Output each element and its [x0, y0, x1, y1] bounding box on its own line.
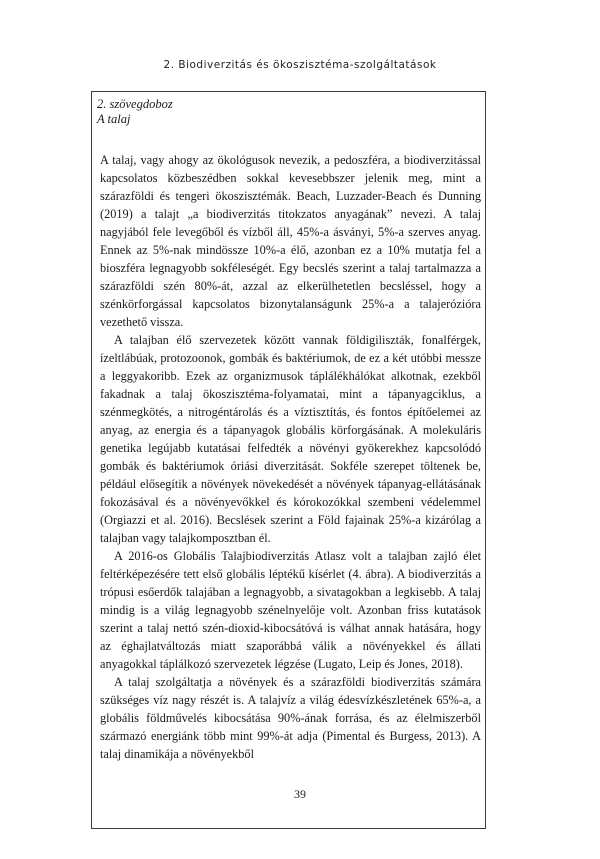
textbox-label: 2. szövegdoboz — [97, 97, 173, 111]
running-head: 2. Biodiverzitás és ökoszisztéma-szolgáltatások — [163, 59, 437, 71]
paragraph: A talaj, vagy ahogy az ökológusok nevezik, a pedoszféra, a biodiverzitással kapcsolatos közbeszédben sokkal kevesebbszer jelenik meg, mint a szárazföldi és tengeri ökoszisztémák. Beach, Luzzader-Beach és Dunning (2019) a talajt „a biodiverzitás titokzatos anyagának” nevezi. A talaj nagyjából fele levegőből és vízből áll, 45%-a ásványi, 5%-a szerves anyag. Ennek az 5%-nak mindössze 10%-a élő, azonban ez a 10% mutatja fel a bioszféra legnagyobb sokféleségét. Egy becslés szerint a talaj tartalmazza a szárazföldi szén 80%-át, azzal az elkerülhetetlen becsléssel, hogy a szénkörforgással kapcsolatos bizonytalanságunk 25%-a a talajerózióra vezethető vissza. — [100, 153, 481, 329]
textbox-title: A talaj — [97, 112, 131, 126]
paragraph: A talaj szolgáltatja a növények és a szárazföldi biodiverzitás számára szükséges víz nagy részét is. A talajvíz a világ édesvízkészletének 65%-a, a globális földművelés kibocsátása 90%-ának forrása, és az élelmiszerből származó energiánk több mint 99%-át adja (Pimental és Burgess, 2013). A talaj dinamikája a növényekből — [100, 675, 481, 761]
page-number: 39 — [294, 787, 306, 801]
paragraph: A 2016-os Globális Talajbiodiverzitás Atlasz volt a talajban zajló élet feltérképezésére tett első globális léptékű kísérlet (4. ábra). A biodiverzitás a trópusi esőerdők talajában a legnagyobb, a sivatagokban a legkisebb. A talaj mindig is a világ legnagyobb szénelnyelője volt. Azonban friss kutatások szerint a talaj nettó szén-dioxid-kibocsátóvá is válhat annak hatására, hogy az éghajlatváltozás miatt szaporábbá válik a növényekkel és állati anyagokkal táplálkozó szervezetek légzése (Lugato, Leip és Jones, 2018). — [100, 549, 481, 671]
paragraph: A talajban élő szervezetek között vannak földigiliszták, fonalférgek, ízeltlábúak, protozoonok, gombák és baktériumok, de ez a két utóbbi messze a leggyakoribb. Ezek az organizmusok táplálékhálókat alkotnak, ezekből fakadnak a talaj ökoszisztéma-folyamatai, mint a tápanyagciklus, a szénmegkötés, a nitrogéntárolás és a víztisztítás, és fontos építőelemei az anyag, az energia és a tápanyagok globális körforgásának. A molekuláris genetika legújabb kutatásai felfedték a növényi gyökerekhez kapcsolódó gombák és baktériumok óriási diverzitását. Sokféle szerepet töltenek be, például elősegítik a növények növekedését a növények tápanyag-ellátásának fokozásával és a növényevőkkel és kórokozókkal szembeni védelemmel (Orgiazzi et al. 2016). Becslések szerint a Föld fajainak 25%-a kizárólag a talajban vagy talajkomposztban él. — [100, 333, 481, 545]
textbox-body — [100, 151, 481, 763]
